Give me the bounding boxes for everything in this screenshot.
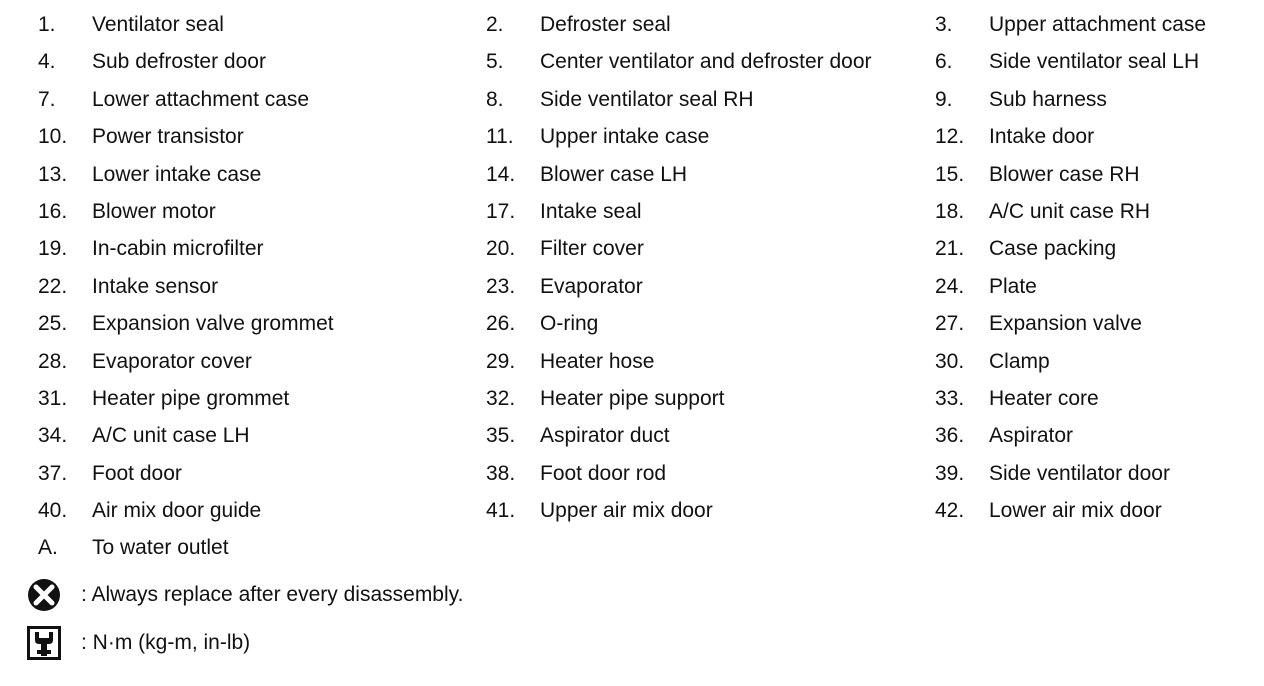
part-name: Heater core bbox=[989, 386, 1099, 410]
legend-row bbox=[0, 156, 1264, 193]
part-number: 26. bbox=[486, 312, 516, 336]
part-entry bbox=[935, 81, 1107, 118]
part-name: To water outlet bbox=[92, 536, 229, 560]
part-name: Upper intake case bbox=[540, 125, 710, 149]
part-entry bbox=[38, 492, 261, 529]
part-entry bbox=[38, 343, 252, 380]
part-name: A/C unit case LH bbox=[92, 424, 250, 448]
part-number: 16. bbox=[38, 199, 68, 223]
part-entry bbox=[38, 193, 216, 230]
part-name: Lower attachment case bbox=[92, 87, 310, 111]
part-number: 3. bbox=[935, 13, 953, 36]
part-entry bbox=[486, 156, 687, 193]
part-number: 18. bbox=[935, 199, 965, 223]
part-name: Lower intake case bbox=[92, 162, 262, 186]
part-entry bbox=[935, 156, 1140, 193]
part-entry bbox=[935, 492, 1162, 529]
part-number: 24. bbox=[935, 274, 965, 298]
legend-row bbox=[0, 43, 1264, 80]
part-entry bbox=[486, 6, 671, 43]
part-number: A. bbox=[38, 536, 58, 560]
part-number: 30. bbox=[935, 349, 965, 373]
part-entry bbox=[935, 118, 1094, 155]
part-name: Expansion valve grommet bbox=[92, 312, 334, 336]
part-name: Intake seal bbox=[540, 199, 642, 223]
part-name: Aspirator bbox=[989, 424, 1074, 448]
part-name: A/C unit case RH bbox=[989, 199, 1151, 223]
part-number: 9. bbox=[935, 87, 953, 111]
part-number: 25. bbox=[38, 312, 68, 336]
part-number: 36. bbox=[935, 424, 965, 448]
part-number: 23. bbox=[486, 274, 516, 298]
part-name: Intake sensor bbox=[92, 274, 219, 298]
part-entry bbox=[935, 43, 1199, 80]
legend-row bbox=[0, 230, 1264, 267]
part-number: 19. bbox=[38, 237, 68, 261]
part-name: Evaporator cover bbox=[92, 349, 252, 373]
part-number: 21. bbox=[935, 237, 965, 261]
part-name: Filter cover bbox=[540, 237, 644, 261]
legend-row bbox=[0, 305, 1264, 342]
legend-row bbox=[0, 268, 1264, 305]
part-name: Blower case LH bbox=[540, 162, 688, 186]
part-entry bbox=[935, 230, 1116, 267]
part-name: Clamp bbox=[989, 349, 1050, 373]
part-entry bbox=[486, 492, 713, 529]
legend-row bbox=[0, 118, 1264, 155]
part-name: Case packing bbox=[989, 237, 1117, 261]
part-name: Blower motor bbox=[92, 199, 216, 223]
part-name: Heater hose bbox=[540, 349, 655, 373]
part-name: Ventilator seal bbox=[92, 13, 224, 36]
part-name: Side ventilator door bbox=[989, 461, 1170, 485]
part-number: 22. bbox=[38, 274, 68, 298]
part-entry bbox=[486, 268, 643, 305]
part-name: Side ventilator seal RH bbox=[540, 87, 754, 111]
part-name: Air mix door guide bbox=[92, 499, 262, 523]
part-entry bbox=[38, 268, 218, 305]
torque-wrench-icon bbox=[27, 626, 61, 660]
parts-legend bbox=[0, 6, 1264, 567]
part-entry bbox=[486, 81, 754, 118]
legend-row bbox=[0, 343, 1264, 380]
part-entry bbox=[486, 43, 872, 80]
part-number: 39. bbox=[935, 461, 965, 485]
part-number: 17. bbox=[486, 199, 516, 223]
replace-symbol-text: : Always replace after every disassembly. bbox=[81, 583, 464, 606]
part-entry bbox=[935, 455, 1170, 492]
part-entry bbox=[486, 380, 724, 417]
symbol-legend-torque bbox=[27, 623, 250, 663]
legend-row bbox=[0, 417, 1264, 454]
part-name: Plate bbox=[989, 274, 1037, 298]
part-number: 41. bbox=[486, 499, 516, 523]
part-entry bbox=[935, 268, 1037, 305]
part-number: 32. bbox=[486, 386, 516, 410]
part-entry bbox=[38, 43, 266, 80]
part-number: 6. bbox=[935, 50, 953, 74]
part-number: 5. bbox=[486, 50, 504, 74]
part-entry bbox=[38, 81, 309, 118]
part-entry bbox=[935, 305, 1142, 342]
part-number: 31. bbox=[38, 386, 68, 410]
part-name: Sub defroster door bbox=[92, 50, 266, 74]
part-entry bbox=[486, 305, 598, 342]
part-number: 14. bbox=[486, 162, 516, 186]
part-name: Power transistor bbox=[92, 125, 244, 149]
part-number: 27. bbox=[935, 312, 965, 336]
part-entry bbox=[38, 230, 264, 267]
part-name: Foot door rod bbox=[540, 461, 667, 485]
part-number: 37. bbox=[38, 461, 68, 485]
part-name: Aspirator duct bbox=[540, 424, 670, 448]
part-entry bbox=[38, 305, 334, 342]
part-entry bbox=[935, 417, 1073, 454]
part-entry bbox=[38, 156, 261, 193]
part-number: 20. bbox=[486, 237, 516, 261]
part-number: 10. bbox=[38, 125, 68, 149]
part-entry bbox=[935, 6, 1206, 43]
part-entry bbox=[486, 193, 642, 230]
part-number: 12. bbox=[935, 125, 965, 149]
part-name: Center ventilator and defroster door bbox=[540, 50, 872, 74]
part-name: Intake door bbox=[989, 125, 1095, 149]
part-number: 35. bbox=[486, 424, 516, 448]
legend-row bbox=[0, 529, 1264, 566]
part-entry bbox=[38, 118, 244, 155]
part-entry bbox=[38, 6, 224, 43]
part-name: Side ventilator seal LH bbox=[989, 50, 1200, 74]
legend-row bbox=[0, 492, 1264, 529]
part-entry bbox=[486, 230, 644, 267]
part-number: 2. bbox=[486, 13, 504, 36]
part-number: 11. bbox=[486, 125, 514, 149]
part-name: Upper air mix door bbox=[540, 499, 713, 523]
part-number: 40. bbox=[38, 499, 68, 523]
legend-row bbox=[0, 193, 1264, 230]
part-number: 1. bbox=[38, 13, 56, 36]
part-number: 29. bbox=[486, 349, 516, 373]
part-number: 28. bbox=[38, 349, 68, 373]
part-name: Defroster seal bbox=[540, 13, 671, 36]
part-entry bbox=[935, 343, 1050, 380]
part-number: 34. bbox=[38, 424, 68, 448]
part-name: Lower air mix door bbox=[989, 499, 1162, 523]
part-entry bbox=[486, 455, 666, 492]
symbol-legend-replace bbox=[27, 575, 463, 615]
part-entry bbox=[486, 118, 709, 155]
legend-row bbox=[0, 380, 1264, 417]
part-name: Heater pipe grommet bbox=[92, 386, 290, 410]
replace-after-disassembly-icon bbox=[27, 578, 61, 612]
part-entry bbox=[38, 455, 182, 492]
part-entry bbox=[38, 417, 250, 454]
part-entry bbox=[38, 529, 229, 566]
part-number: 38. bbox=[486, 461, 516, 485]
part-name: Heater pipe support bbox=[540, 386, 725, 410]
part-entry bbox=[935, 380, 1099, 417]
torque-symbol-text: : N·m (kg-m, in-lb) bbox=[81, 631, 251, 654]
part-entry bbox=[935, 193, 1150, 230]
part-number: 15. bbox=[935, 162, 965, 186]
part-number: 4. bbox=[38, 50, 56, 74]
legend-row bbox=[0, 81, 1264, 118]
part-number: 8. bbox=[486, 87, 504, 111]
part-number: 7. bbox=[38, 87, 56, 111]
part-number: 42. bbox=[935, 499, 965, 523]
part-name: In-cabin microfilter bbox=[92, 237, 264, 261]
part-name: Evaporator bbox=[540, 274, 643, 298]
legend-row bbox=[0, 6, 1264, 43]
part-name: Expansion valve bbox=[989, 312, 1142, 336]
legend-row bbox=[0, 455, 1264, 492]
part-entry bbox=[486, 417, 670, 454]
part-entry bbox=[486, 343, 654, 380]
part-name: Foot door bbox=[92, 461, 182, 485]
part-entry bbox=[38, 380, 289, 417]
part-number: 13. bbox=[38, 162, 68, 186]
part-name: O-ring bbox=[540, 312, 599, 336]
part-number: 33. bbox=[935, 386, 965, 410]
part-name: Sub harness bbox=[989, 87, 1107, 111]
part-name: Blower case RH bbox=[989, 162, 1140, 186]
part-name: Upper attachment case bbox=[989, 13, 1207, 36]
